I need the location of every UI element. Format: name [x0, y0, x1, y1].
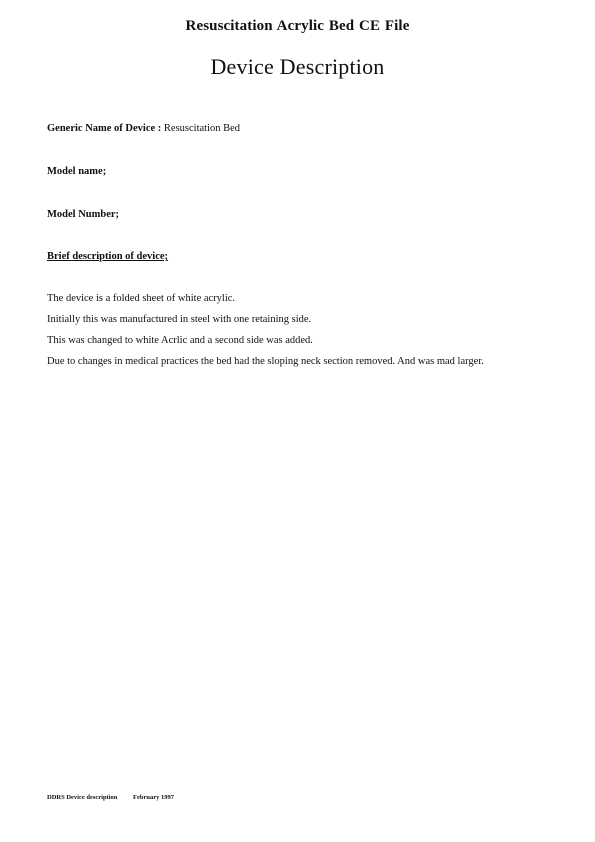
page-title: Device Description: [210, 54, 385, 79]
footer-date: February 1997: [133, 794, 175, 801]
description-line: The device is a folded sheet of white acrylic.: [47, 293, 236, 304]
brief-description-heading: Brief description of device;: [47, 251, 169, 262]
model-number-label: Model Number;: [47, 209, 120, 220]
page-footer: [47, 794, 174, 801]
model-name-label: Model name;: [47, 166, 107, 177]
generic-name-value: Resuscitation Bed: [161, 123, 241, 134]
document-header: Resuscitation Acrylic Bed CE File: [185, 18, 410, 34]
model-number-field: [47, 209, 119, 220]
description-line: This was changed to white Acrlic and a second side was added.: [47, 335, 313, 346]
generic-name-field: [47, 123, 240, 134]
generic-name-label: Generic Name of Device :: [47, 123, 162, 134]
description-body: [47, 293, 484, 377]
model-name-field: [47, 166, 106, 177]
footer-document-ref: DDRS Device description: [47, 794, 118, 801]
description-line: Due to changes in medical practices the bed had the sloping neck section removed. And was mad larger.: [47, 356, 484, 367]
description-line: Initially this was manufactured in steel with one retaining side.: [47, 314, 312, 325]
